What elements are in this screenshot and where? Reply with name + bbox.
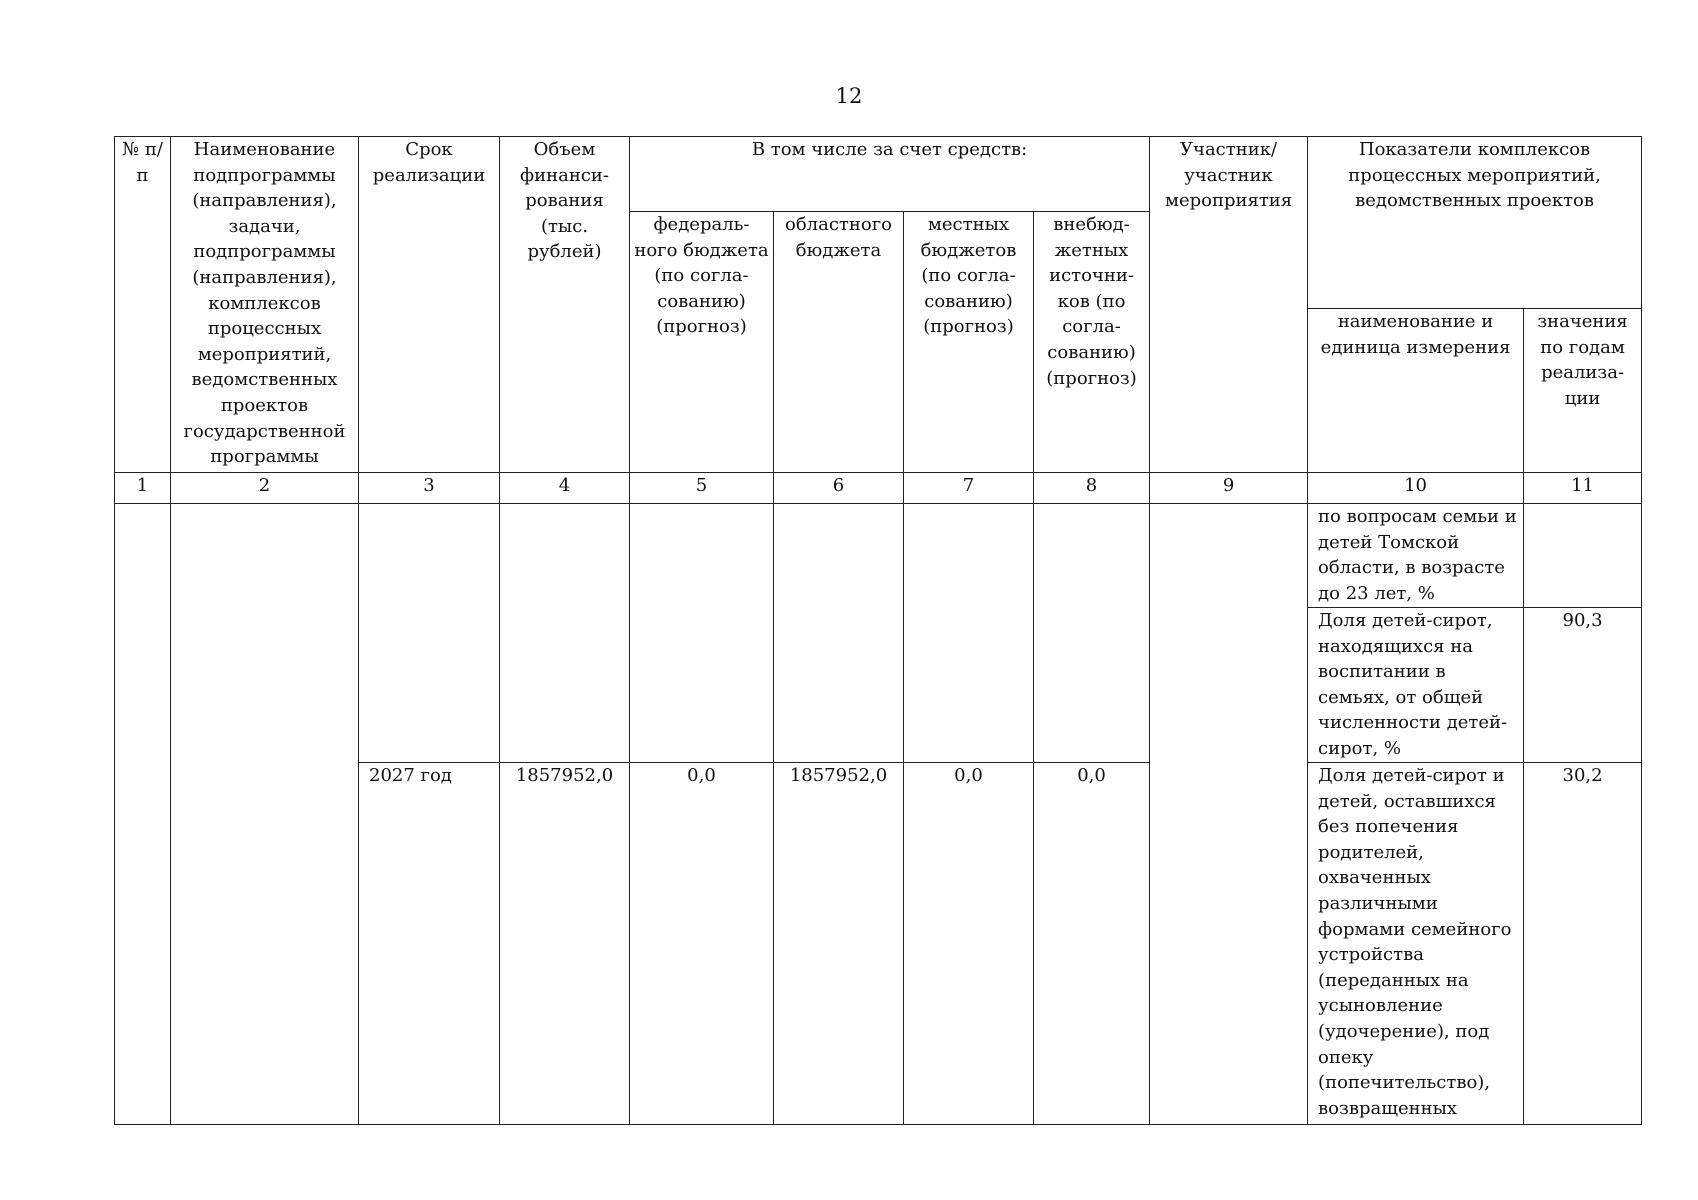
header-row-1: [115, 137, 1642, 212]
header-col-indicator-name: наименование и единица измерения: [1308, 309, 1524, 473]
cell-indicator-name: Доля детей-сирот и детей, оставшихся без попечения родителей, охваченных различными формами семейного устройства (переданных на усыновление (удочерение), под опеку (попечительство), возвращенных: [1308, 763, 1524, 1125]
cell-name: [171, 504, 359, 1125]
cell-local: 0,0: [904, 763, 1034, 1125]
page-number: 12: [835, 84, 863, 108]
cell-indicator-name: по вопросам семьи и детей Томской области, в возрасте до 23 лет, %: [1308, 504, 1524, 608]
column-number: 9: [1150, 473, 1308, 504]
column-number: 6: [774, 473, 904, 504]
cell-extrabudget: [1034, 504, 1150, 763]
header-col-name: Наименование подпрограммы (направления), задачи, подпрограммы (направления), комплексов процессных мероприятий, ведомственных проектов государственной программы: [171, 137, 359, 473]
header-col-regional: областного бюджета: [774, 212, 904, 473]
cell-period: [359, 504, 500, 763]
cell-indicator-value: [1524, 504, 1642, 608]
cell-indicator-value: 90,3: [1524, 608, 1642, 763]
column-number: 3: [359, 473, 500, 504]
table-row: [115, 504, 1642, 608]
cell-indicator-name: Доля детей-сирот, находящихся на воспитании в семьях, от общей численности детей-сирот, %: [1308, 608, 1524, 763]
header-col-federal: федераль-ного бюджета (по согла-сованию) (прогноз): [630, 212, 774, 473]
column-number: 8: [1034, 473, 1150, 504]
cell-regional: [774, 504, 904, 763]
cell-federal: [630, 504, 774, 763]
column-number: 10: [1308, 473, 1524, 504]
header-col-period: Срок реализации: [359, 137, 500, 473]
header-group-indicators: Показатели комплексов процессных мероприятий, ведомственных проектов: [1308, 137, 1642, 309]
header-group-funding: В том числе за счет средств:: [630, 137, 1150, 212]
header-col-number: № п/п: [115, 137, 171, 473]
cell-volume: [500, 504, 630, 763]
header-col-local: местных бюджетов (по согла-сованию) (прогноз): [904, 212, 1034, 473]
header-col-indicator-values: значения по годам реализа-ции: [1524, 309, 1642, 473]
cell-federal: 0,0: [630, 763, 774, 1125]
column-number: 5: [630, 473, 774, 504]
cell-extrabudget: 0,0: [1034, 763, 1150, 1125]
cell-regional: 1857952,0: [774, 763, 904, 1125]
header-col-participant: Участник/ участник мероприятия: [1150, 137, 1308, 473]
column-number: 11: [1524, 473, 1642, 504]
header-col-volume: Объем финанси-рования (тыс. рублей): [500, 137, 630, 473]
cell-number: [115, 504, 171, 1125]
column-number-row: [115, 473, 1642, 504]
cell-indicator-value: 30,2: [1524, 763, 1642, 1125]
column-number: 4: [500, 473, 630, 504]
column-number: 2: [171, 473, 359, 504]
cell-period: 2027 год: [359, 763, 500, 1125]
cell-participant: [1150, 504, 1308, 1125]
budget-table: [114, 136, 1642, 1125]
column-number: 1: [115, 473, 171, 504]
column-number: 7: [904, 473, 1034, 504]
header-col-extrabudget: внебюд-жетных источни-ков (по согла-сованию) (прогноз): [1034, 212, 1150, 473]
cell-volume: 1857952,0: [500, 763, 630, 1125]
cell-local: [904, 504, 1034, 763]
